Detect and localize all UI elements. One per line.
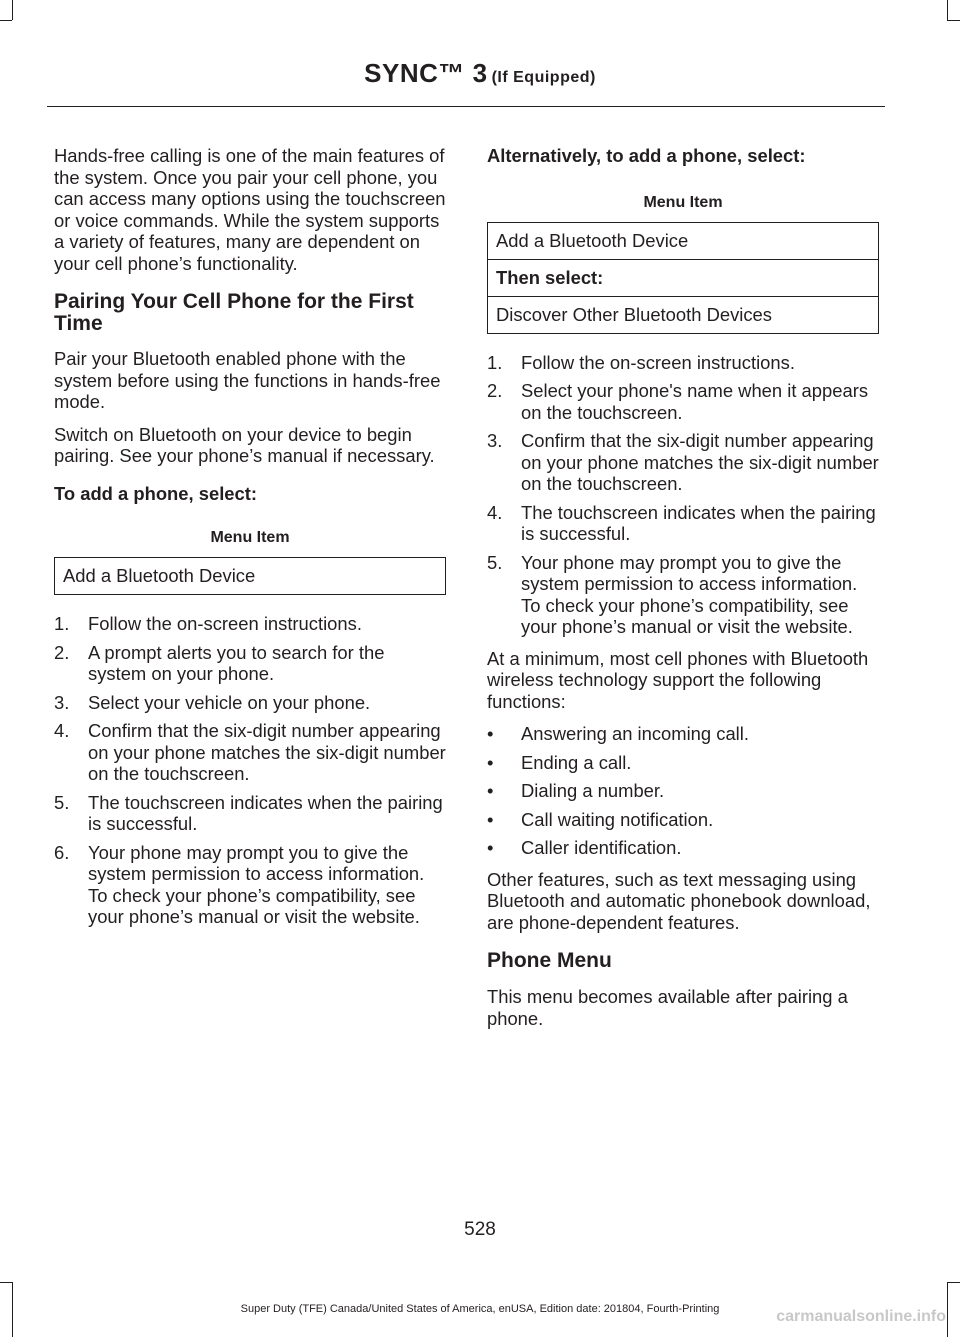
- minimum-functions-paragraph: At a minimum, most cell phones with Bluetooth wireless technology support the following functions:: [487, 647, 869, 712]
- section-heading-phone-menu: Phone Menu: [487, 949, 612, 972]
- list-item: • Call waiting notification.: [487, 808, 714, 830]
- list-item: 5. Your phone may prompt you to give the system permission to access information. To check your phone’s compatibility, see your phone’s manual or visit the website.: [487, 551, 858, 637]
- menu-table-header: Menu Item: [55, 520, 446, 558]
- phone-menu-paragraph: This menu becomes available after pairing a phone.: [487, 986, 848, 1029]
- menu-table-left: [54, 520, 446, 595]
- list-item: • Ending a call.: [487, 751, 632, 773]
- menu-table-cell: Discover Other Bluetooth Devices: [488, 296, 879, 333]
- alt-add-phone-label: Alternatively, to add a phone, select:: [487, 145, 806, 166]
- crop-mark-top-right-v: [947, 0, 948, 20]
- crop-mark-top-left-v: [12, 0, 13, 20]
- menu-table-cell: Then select:: [488, 259, 879, 296]
- right-column: [487, 145, 879, 1040]
- header-subtitle: (If Equipped): [491, 69, 596, 86]
- crop-mark-bottom-left-h: [0, 1282, 12, 1283]
- section-heading-pairing: Pairing Your Cell Phone for the First Time: [54, 290, 414, 335]
- list-item: • Answering an incoming call.: [487, 723, 749, 744]
- pairing-paragraph-2: Switch on Bluetooth on your device to begin pairing. See your phone’s manual if necessary.: [54, 423, 435, 466]
- pairing-steps-right: [487, 352, 879, 638]
- menu-table-cell: Add a Bluetooth Device: [488, 222, 879, 259]
- pairing-paragraph-1: Pair your Bluetooth enabled phone with the system before using the functions in hands-free mode.: [54, 348, 441, 412]
- crop-mark-top-left-h: [0, 20, 12, 21]
- page-number: 528: [464, 1219, 496, 1240]
- footer-text: Super Duty (TFE) Canada/United States of America, enUSA, Edition date: 201804, Fourth-Printing: [240, 1303, 720, 1315]
- functions-list: [487, 723, 879, 859]
- list-item: 3. Select your vehicle on your phone.: [54, 691, 371, 713]
- list-item: • Dialing a number.: [487, 780, 665, 801]
- list-item: 1. Follow the on-screen instructions.: [487, 351, 795, 373]
- intro-paragraph: Hands-free calling is one of the main features of the system. Once you pair your cell phone, you can access many options using the touchscreen or voice commands. While the system supports a variety of features, many are dependent on your cell phone’s functionality.: [54, 145, 446, 274]
- list-item: 4. The touchscreen indicates when the pairing is successful.: [487, 501, 876, 544]
- list-item: 5. The touchscreen indicates when the pairing is successful.: [54, 791, 443, 834]
- header-title: SYNC™ 3: [364, 58, 488, 88]
- header-divider: [47, 106, 885, 107]
- other-features-paragraph: Other features, such as text messaging using Bluetooth and automatic phonebook download, are phone-dependent features.: [487, 868, 871, 933]
- page-header: [0, 58, 960, 89]
- list-item: 2. Select your phone's name when it appears on the touchscreen.: [487, 380, 869, 423]
- menu-table-right: [487, 185, 879, 334]
- menu-table-header: Menu Item: [488, 185, 879, 223]
- list-item: 4. Confirm that the six-digit number appearing on your phone matches the six-digit number on the touchscreen.: [54, 720, 446, 784]
- crop-mark-top-right-h: [947, 20, 960, 21]
- list-item: 3. Confirm that the six-digit number appearing on your phone matches the six-digit number on the touchscreen.: [487, 430, 879, 494]
- list-item: 2. A prompt alerts you to search for the system on your phone.: [54, 641, 385, 684]
- list-item: 6. Your phone may prompt you to give the system permission to access information. To check your phone’s compatibility, see your phone’s manual or visit the website.: [54, 841, 425, 927]
- watermark: carmanualsonline.info: [776, 1308, 946, 1325]
- crop-mark-bottom-right-h: [947, 1282, 960, 1283]
- pairing-steps-left: [54, 613, 446, 928]
- add-phone-label: To add a phone, select:: [54, 482, 258, 504]
- left-column: [54, 145, 446, 938]
- menu-table-cell: Add a Bluetooth Device: [55, 558, 446, 595]
- list-item: 1. Follow the on-screen instructions.: [54, 613, 362, 634]
- list-item: • Caller identification.: [487, 837, 682, 858]
